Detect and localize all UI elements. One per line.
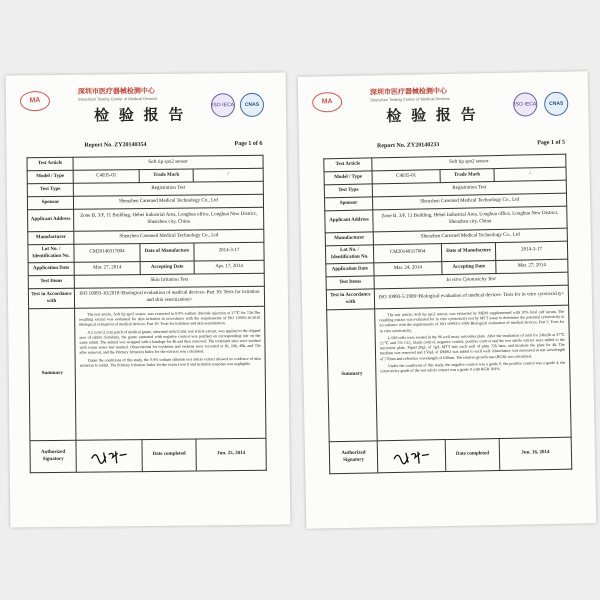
row-summary: Summary The test article, Soft tip spo2 sensor, was extracted by MEM supplemented with 10% fetal calf serum. The resulting extract was evaluated for in vitro cytotoxicity test by MTT assay to determine the potential cytotoxicity in accordance with the requirements of ISO 10993-5:1999 Biological evaluation of medical devices, Part 5: Tests for in vitro cytotoxicity. L-929 cells were seeded in the 96 well assay microtiter plate. After the incubation of cells for 24h±2h at 37℃±1℃ and 5% CO₂, blank control, negative control, positive control and the test article extract were added to the microtiter plate. Piped 20μL of 5g/L MTT into each well of plate 72h later, and incubate the plate for 4h. The medium was removed and 150μL of DMSO was added to each well. Absorbance was measured at test wavelength of 570nm and reference wavelength of 630nm. The relative growth rate (RGR) was calculated. Under the conditions of this study, the negative control was a grade 0, the positive control was a grade 4, the cytotoxicity grade of the test article extract was a grade 0 with RGR 104%. bbox=[327, 305, 572, 442]
summary-paragraph: L-929 cells were seeded in the 96 well assay microtiter plate. After the incubation of cells for 24h±2h at 37℃±1℃ and 5% CO₂, blank control, negative control, positive control and the test article extract were added to the microtiter plate. Piped 20μL of 5g/L MTT into each well of plate 72h later, and incubate the plate for 4h. The medium was removed and 150μL of DMSO was added to each well. Absorbance was measured at test wavelength of 570nm and reference wavelength of 630nm. The relative growth rate (RGR) was calculated. bbox=[379, 331, 566, 361]
row-accordance: Test in Accordance with ISO 10993-10:2010<Biological evaluation of medical devices- Part 10: Tests for irritation and skin sensitization> bbox=[28, 286, 264, 308]
row-summary: Summary The test article, Soft tip spo2 sensor, was extracted in 0.9% sodium chloride injection at 37℃ for 72h.The resulting extract was evaluated for skin irritation in accordance with the requirements of ISO 10993-10:2010 Biological evaluation of medical devices- Part 10: Tests for irritation and skin sensitization. A 2.5cm×2.5cm patch of medical gauze, saturated with 0.5mL test article extract, was applied to the clipped area of rabbit. Similarly, the gauze saturated with negative control was patched on corresponding site on the same rabbit. The animal was wrapped with a bandage for 4h and then removed. The treatment sites were washed with warm water and marked. Observations for erythema and oedema were recorded at 1h, 24h, 48h, and 72h after removal, and the Primary Irritation Index for the extracts was calculated. Under the conditions of this study, the 0.9% sodium chloride test article extract showed no evidence of skin irritation to rabbit. The Primary Irritation Index for the extract was 0 and irritation response was negligible. bbox=[29, 306, 266, 440]
row-test-items: Test Items Skin Irritation Test bbox=[28, 273, 264, 288]
report-title: 检 验 报 告 bbox=[93, 107, 187, 125]
row-address: Applicant Address Zone B, 3/F, 11 Building, Hebei Industrial Area, Longhua office, Longhua New District, Shenzhen city, China bbox=[325, 206, 567, 233]
summary-paragraph: The test article, Soft tip spo2 sensor, was extracted by MEM supplemented with 10% fetal calf serum. The resulting extract was evaluated for in vitro cytotoxicity test by MTT assay to determine the potential cytotoxicity in accordance with the requirements of ISO 10993-5:1999 Biological evaluation of medical devices, Part 5: Tests for in vitro cytotoxicity. bbox=[379, 308, 565, 333]
org-name-en: Shenzhen Testing Center of Medical Devices bbox=[77, 95, 158, 102]
org-name bbox=[78, 86, 158, 102]
report-header bbox=[6, 73, 287, 136]
org-name-cn: 深圳市医疗器械检测中心 bbox=[369, 87, 448, 97]
summary-paragraph: The test article, Soft tip spo2 sensor, was extracted in 0.9% sodium chloride injection at 37℃ for 72h.The resulting extract was evaluated for skin irritation in accordance with the requirements of ISO 10993-10:2010 Biological evaluation of medical devices- Part 10: Tests for irritation and skin sensitization. bbox=[79, 309, 261, 328]
handwritten-signature bbox=[89, 448, 129, 464]
report-number: Report No. ZY20140354 bbox=[84, 142, 147, 149]
row-signature: Authorized Signatory Date completed Jun. 25, 2014 bbox=[30, 438, 266, 472]
cnas-logo: CNAS bbox=[544, 92, 568, 116]
row-sponsor: Sponsor Shenzhen Caremed Medical Technology Co., Ltd bbox=[325, 193, 567, 211]
ilac-mra-logo: ISO·IECA bbox=[211, 93, 235, 117]
row-test-article: Test Article Soft tip spo2 sensor bbox=[324, 154, 566, 172]
report-number: Report No. ZY20140233 bbox=[376, 142, 440, 150]
row-lot: Lot No. / Identification No. CM20140317004 Date of Manufacture 2014-3-17 bbox=[325, 241, 567, 264]
report-header bbox=[298, 71, 589, 137]
row-lot: Lot No. / Identification No. CM20140317004 Date of Manufacture 2014-3-17 bbox=[28, 242, 264, 262]
row-address: Applicant Address Zone B, 3/F, 11 Building, Hebei Industrial Area, Longhua office, Longhua New District, Shenzhen city, China bbox=[28, 207, 264, 231]
row-sponsor: Sponsor Shenzhen Caremed Medical Technology Co., Ltd bbox=[27, 194, 263, 209]
cma-seal: MA bbox=[20, 91, 50, 111]
report-title: 检 验 报 告 bbox=[386, 107, 479, 126]
row-test-article: Test Article Soft tip spo2 sensor bbox=[27, 155, 263, 170]
report-number-line bbox=[6, 140, 286, 149]
cnas-logo: CNAS bbox=[240, 93, 264, 117]
row-model: Model / Type C4035-01 Trade Mark / bbox=[324, 167, 566, 185]
row-test-items: Test Items In vitro Cytotoxicity Test bbox=[326, 272, 568, 290]
report-number-line bbox=[299, 139, 589, 150]
report-table bbox=[26, 155, 266, 473]
summary-paragraph: A 2.5cm×2.5cm patch of medical gauze, saturated with 0.5mL test article extract, was applied to the clipped area of rabbit. Similarly, the gauze saturated with negative control was patched on corresponding site on the same rabbit. The animal was wrapped with a bandage for 4h and then removed. The treatment sites were washed with warm water and marked. Observations for erythema and oedema were recorded at 1h, 24h, 48h, and 72h after removal, and the Primary Irritation Index for the extracts was calculated. bbox=[79, 327, 261, 356]
org-name-en: Shenzhen Testing Center of Medical Devices bbox=[370, 95, 450, 103]
report-page-2 bbox=[298, 71, 597, 528]
handwritten-signature bbox=[391, 448, 431, 465]
report-table bbox=[323, 154, 572, 475]
row-application-date: Application Date Mar. 27, 2014 Accepting Date Apr. 17, 2014 bbox=[28, 260, 264, 275]
page-number: Page 1 of 5 bbox=[537, 139, 566, 147]
row-test-type: Test Type Registration Test bbox=[324, 180, 566, 198]
row-test-type: Test Type Registration Test bbox=[27, 181, 263, 196]
row-accordance: Test in Accordance with ISO 10993-5:1999<Biological evaluation of medical devices- Tests for in vitro cytotoxicity> bbox=[326, 285, 568, 310]
summary-paragraph: Under the conditions of this study, the 0.9% sodium chloride test article extract showed no evidence of skin irritation to rabbit. The Primary Irritation Index for the extract was 0 and irritation response was negligible. bbox=[79, 355, 261, 368]
org-name bbox=[370, 86, 450, 103]
cma-seal: MA bbox=[312, 92, 342, 113]
row-model: Model / Type C4035-01 Trade Mark / bbox=[27, 168, 263, 183]
ilac-mra-logo: ISO·IECA bbox=[513, 92, 537, 116]
row-manufacturer: Manufacturer Shenzhen Caremed Medical Technology Co., Ltd bbox=[325, 228, 567, 246]
row-application-date: Application Date Mar. 24, 2014 Accepting Date Mar. 27, 2014 bbox=[326, 259, 568, 277]
summary-paragraph: Under the conditions of this study, the negative control was a grade 0, the positive control was a grade 4, the cytotoxicity grade of the test article extract was a grade 0 with RGR 104%. bbox=[380, 359, 566, 374]
row-signature: Authorized Signatory Date completed Jun. 16, 2014 bbox=[329, 437, 572, 474]
row-manufacturer: Manufacturer Shenzhen Caremed Medical Technology Co., Ltd bbox=[28, 229, 264, 244]
report-page-1 bbox=[6, 73, 291, 528]
page-number: Page 1 of 6 bbox=[234, 140, 263, 148]
org-name-cn: 深圳市医疗器械检测中心 bbox=[77, 87, 155, 96]
